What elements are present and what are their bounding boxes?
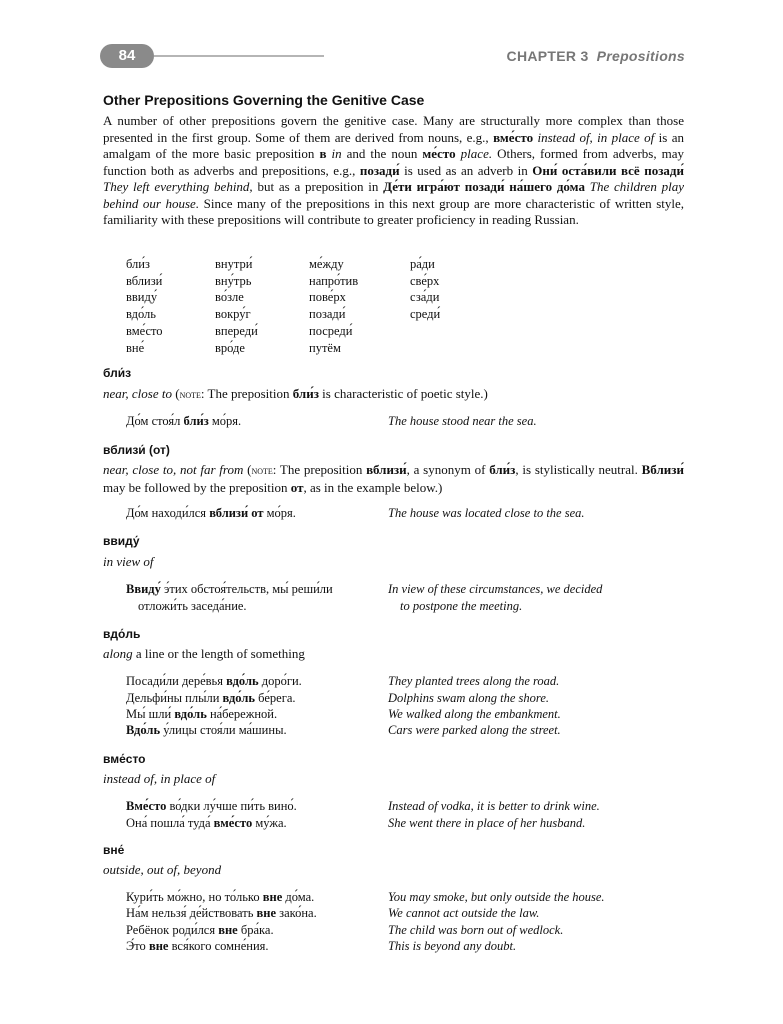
translation-line: This is beyond any doubt. [388, 939, 517, 953]
preposition-column [309, 256, 358, 356]
text-run: от [290, 479, 304, 495]
translation-line: Instead of vodka, it is better to drink wine. [388, 799, 600, 813]
preposition-word: вдо́ль [126, 307, 156, 322]
example-translation [388, 673, 688, 690]
text-run: Ввиду́ [126, 582, 161, 596]
preposition-column [410, 256, 440, 323]
translation-line: She went there in place of her husband. [388, 816, 586, 830]
translation-line: Cars were parked along the street. [388, 723, 561, 737]
text-run: у́лицы стоя́ли ма́шины. [160, 723, 287, 737]
example-russian [126, 581, 366, 614]
text-run: instead of, in place of [533, 129, 655, 145]
text-run: is an amalgam of the more basic preposition [103, 129, 684, 161]
text-run: note [179, 389, 201, 401]
preposition-word: во́зле [215, 290, 244, 305]
text-run: До́м находи́лся [126, 506, 210, 520]
translation-line: They planted trees along the road. [388, 674, 560, 688]
preposition-column [215, 256, 258, 356]
preposition-word: посреди́ [309, 323, 353, 338]
translation-line: Dolphins swam along the shore. [388, 691, 549, 705]
preposition-word: вну́трь [215, 273, 252, 288]
entry-definition [103, 771, 684, 788]
text-run: бли́з [489, 462, 516, 477]
text-run: му́жа. [252, 816, 287, 830]
text-run: instead of, in place of [103, 771, 216, 786]
text-run: Вме́сто [126, 799, 167, 813]
text-run: вме́сто [493, 129, 534, 145]
text-run: : The preposition [200, 386, 293, 401]
example-translation [388, 905, 688, 922]
preposition-word: пове́рх [309, 290, 346, 305]
translation-line: In view of these circumstances, we decided [388, 582, 603, 596]
example-russian [126, 938, 366, 955]
chapter-title: Prepositions [596, 48, 685, 64]
example-russian [126, 798, 366, 815]
running-header [100, 44, 685, 72]
text-run: The children play behind our house. [103, 179, 684, 211]
entry-headword: ввиду́ [103, 534, 140, 548]
entry-headword: бли́з [103, 366, 132, 380]
text-run: Они́ оста́вили всё позади́ [532, 162, 684, 178]
text-run: may be followed by the preposition [103, 479, 291, 495]
example-russian [126, 673, 366, 690]
text-run: вдо́ль [222, 691, 256, 705]
text-run: до́ма. [282, 890, 315, 904]
text-run: near, close to, not far from [103, 462, 244, 477]
preposition-column [126, 256, 163, 356]
example-translation [388, 922, 688, 939]
example-translation [388, 722, 688, 739]
text-run: Посади́ли дере́вья [126, 674, 227, 688]
entry-definition [103, 862, 684, 879]
text-run: but as a preposition in [252, 179, 384, 194]
example-russian [126, 905, 366, 922]
preposition-word: впереди́ [215, 323, 258, 338]
text-run: , as in the example below.) [303, 479, 443, 495]
translation-line: The child was born out of wedlock. [388, 923, 564, 937]
preposition-word: позади́ [309, 307, 346, 322]
text-run: Мы́ шли́ [126, 707, 175, 721]
text-run: note [251, 465, 273, 477]
text-run: in [326, 146, 342, 161]
text-run: in view of [103, 554, 154, 569]
text-run: ( [243, 462, 252, 477]
text-run: Вблизи́ [641, 462, 684, 477]
example-russian [126, 722, 366, 739]
text-run: бли́з [292, 386, 319, 401]
example-translation [388, 938, 688, 955]
text-run: along [103, 646, 133, 661]
preposition-word: вме́сто [126, 323, 163, 338]
example-russian [126, 505, 366, 522]
example-translation [388, 581, 688, 614]
translation-line: We cannot act outside the law. [388, 906, 540, 920]
text-run: Дельфи́ны плы́ли [126, 691, 223, 705]
text-run: вблизи́ от [209, 506, 264, 520]
text-run: бра́ка. [237, 923, 274, 937]
text-run: мо́ря. [208, 414, 242, 428]
text-run: позади́ [359, 162, 400, 178]
chapter-label [507, 48, 685, 64]
text-run: Де́ти игра́ют позади́ на́шего до́ма [383, 179, 585, 194]
translation-line: The house stood near the sea. [388, 414, 537, 428]
example-translation [388, 815, 688, 832]
entry-definition [103, 462, 684, 496]
text-run: near, close to [103, 386, 172, 401]
text-run: , a synonym of [406, 462, 490, 477]
entry-headword: вдо́ль [103, 627, 141, 641]
entry-headword: вблизи́ (от) [103, 443, 170, 457]
translation-line: You may smoke, but only outside the house. [388, 890, 605, 904]
example-russian [126, 690, 366, 707]
preposition-word: среди́ [410, 307, 441, 322]
text-run: На́м нельзя́ де́йствовать [126, 906, 257, 920]
text-run: бе́рега. [255, 691, 296, 705]
text-run: Кури́ть мо́жно, но то́лько [126, 890, 263, 904]
example-russian [126, 706, 366, 723]
entry-definition [103, 646, 684, 663]
text-run: До́м стоя́л [126, 414, 184, 428]
example-russian [126, 815, 366, 832]
text-run: мо́ря. [263, 506, 296, 520]
text-run: Others, formed from adverbs, may function both as adverbs and prepositions, e.g., [103, 146, 685, 178]
text-run: вблизи́ [366, 462, 407, 477]
text-run: ме́сто [422, 146, 456, 161]
translation-line: The house was located close to the sea. [388, 506, 585, 520]
text-run: вне [218, 923, 238, 937]
preposition-word: ввиду́ [126, 290, 158, 305]
text-run: Вдо́ль [126, 723, 161, 737]
text-run: They left everything behind, [103, 179, 253, 194]
example-translation [388, 706, 688, 723]
preposition-word: вне́ [126, 340, 145, 355]
preposition-word: ме́жду [309, 257, 344, 271]
text-run: : The preposition [272, 462, 367, 477]
example-translation [388, 690, 688, 707]
text-run: э́тих обстоя́тельств, мы́ реши́ли [160, 582, 333, 596]
preposition-word: све́рх [410, 273, 440, 288]
entry-definition [103, 386, 684, 404]
header-rule [154, 55, 324, 57]
text-run: вся́кого сомне́ния. [168, 939, 269, 953]
text-run: вдо́ль [226, 674, 259, 688]
preposition-word: вблизи́ [126, 273, 163, 288]
text-run: Э́то [126, 939, 149, 953]
entry-headword: вне́ [103, 843, 125, 857]
preposition-word: путём [309, 340, 341, 355]
text-run: вне [262, 890, 283, 904]
preposition-word: внутри́ [215, 257, 253, 271]
text-run: is characteristic of poetic style.) [318, 386, 488, 401]
text-run: бли́з [183, 414, 209, 428]
translation-line-continued: to postpone the meeting. [400, 598, 523, 613]
text-run: на́бережной. [206, 707, 278, 721]
text-run: во́дки лу́чше пи́ть вино́. [166, 799, 297, 813]
preposition-word: ра́ди [410, 257, 435, 271]
text-run: Since many of the prepositions in this next group are more characteristic of written style, familiarity with these prepositions will contribute to greater proficiency in reading Russian. [103, 195, 685, 227]
text-run: a line or the length of something [132, 646, 305, 661]
example-russian [126, 922, 366, 939]
text-run: A number of other prepositions govern the genitive case. Many are structurally more complex than those presented in the first group. Some of them are derived from nouns, e.g., [103, 113, 684, 145]
section-intro [103, 113, 684, 229]
text-run: ( [171, 386, 180, 401]
page-number: 84 [100, 44, 154, 68]
preposition-word: вро́де [215, 340, 245, 355]
translation-line: We walked along the embankment. [388, 707, 561, 721]
text-run: outside, out of, beyond [103, 862, 222, 877]
example-russian [126, 413, 366, 430]
example-russian [126, 889, 366, 906]
entry-headword: вме́сто [103, 752, 146, 766]
text-run: в [319, 146, 327, 161]
example-translation [388, 505, 688, 522]
example-translation [388, 889, 688, 906]
section-title: Other Prepositions Governing the Genitive Case [103, 92, 425, 108]
preposition-word: бли́з [126, 257, 150, 271]
text-run: is used as an adverb in [399, 162, 533, 178]
text-run: вне [148, 939, 169, 953]
entry-definition [103, 554, 684, 571]
text-run: Она́ пошла́ туда́ [126, 816, 214, 830]
preposition-word: сза́ди [410, 290, 440, 305]
text-run: and the noun [341, 146, 423, 161]
example-translation [388, 413, 688, 430]
text-run: зако́на. [276, 906, 317, 920]
preposition-word: напро́тив [309, 273, 359, 288]
example-russian-continued: отложи́ть заседа́ние. [138, 598, 247, 613]
text-run: Ребёнок роди́лся [126, 923, 219, 937]
text-run: вдо́ль [174, 707, 207, 721]
text-run: place. [455, 146, 493, 161]
text-run: доро́ги. [258, 674, 302, 688]
text-run: вне [256, 906, 277, 920]
chapter-number: CHAPTER 3 [506, 48, 589, 64]
text-run: , is stylistically neutral. [515, 462, 642, 477]
example-translation [388, 798, 688, 815]
text-run: вме́сто [213, 816, 253, 830]
preposition-word: вокру́г [215, 307, 251, 322]
